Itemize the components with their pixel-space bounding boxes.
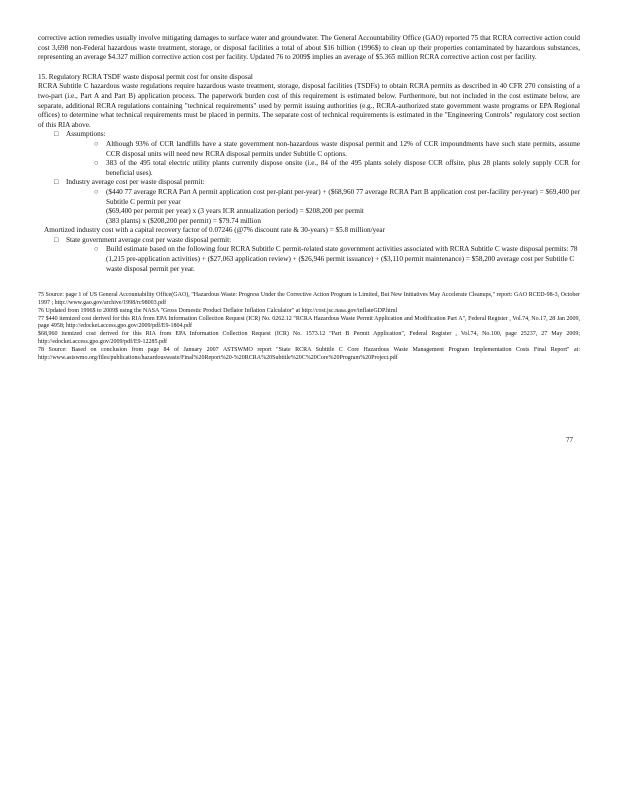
amortized-line: Amortized industry cost with a capital recovery factor of 0.07246 (@7% discount rate & 30-years) = $5.8 million/year	[44, 226, 385, 235]
circle-bullet-icon: ○	[94, 245, 99, 254]
assumptions-item	[54, 130, 580, 140]
state-label: State government average cost per waste disposal permit:	[66, 235, 232, 244]
square-bullet-icon: □	[54, 178, 59, 187]
list-item	[94, 188, 580, 207]
circle-bullet-icon: ○	[94, 187, 99, 196]
assumptions-block	[54, 130, 580, 226]
circle-bullet-icon: ○	[94, 139, 99, 148]
square-bullet-icon: □	[54, 235, 59, 244]
footnote-75: 75 Source: page 1 of US General Accountability Office(GAO), "Hazardous Waste: Progress Under the Corrective Action Program is Limited, But New Initiatives May Accelerate Cleanups," report: GAO RCED-98-3, October 1997 ; http://www.gao.gov/archive/1998/rc98003.pdf	[38, 292, 580, 307]
industry-label: Industry average cost per waste disposal permit:	[66, 178, 205, 187]
list-item	[94, 159, 580, 178]
footnotes	[38, 292, 580, 362]
state-item-text: Build estimate based on the following four RCRA Subtitle C permit-related state government activities associated with RCRA Subtitle C waste disposal permits: 78	[106, 245, 578, 254]
square-bullet-icon: □	[54, 130, 59, 139]
industry-item	[54, 178, 580, 188]
industry-line-2: ($69,400 per permit per year) x (3 years ICR annualization period) = $208,200 per permit	[106, 207, 364, 216]
intro-paragraph: corrective action remedies usually involve mitigating damages to surface water and groundwater. The General Accountability Office (GAO) reported 75 that RCRA corrective action could cost 3,698 non-Federal hazardous waste treatment, storage, or disposal facilities a total of about $16 billion (1996$) to clean up their properties contaminated by hazardous substances, representing an average $4.327 million corrective action cost per facility. Updated 76 to 2009$ implies an average of $5.365 million RCRA corrective action cost per facility.	[38, 34, 580, 62]
list-item	[94, 245, 580, 255]
footnote-78: 78 Source: Based on conclusion from page 84 of January 2007 ASTSWMO report "State RCRA Subtitle C Core Hazardous Waste Management Program Implementation Costs Final Report" at: http://www.astswmo.org/files/publications/hazardouswaste/Final%20Report%20-%20RCRA%20Subtitle%20C%20Core%20Program%20Project.pdf	[38, 346, 580, 361]
assumption-text: Although 93% of CCR landfills have a state government non-hazardous waste disposal permit and 12% of CCR impoundments have such state permits, assume CCR disposal units will need new RCRA disposal permits under Subtitle C options.	[106, 139, 580, 158]
industry-line-1: ($440 77 average RCRA Part A permit application cost per-plant per-year) + ($68,960 77 average RCRA Part B application cost per-facility per-year) = $69,400 per Subtitle C permit per year	[106, 187, 580, 206]
industry-line-3: (383 plants) x ($208,200 per permit) = $79.74 million	[106, 216, 261, 225]
state-calc: (1,215 pre-application activities) + ($27,063 application review) + ($26,946 permit issuance) + ($3,110 permit maintenance) = $58,200 average cost per Subtitle C waste disposal permit per year.	[106, 255, 575, 273]
assumptions-label: Assumptions:	[66, 130, 106, 139]
circle-bullet-icon: ○	[94, 159, 99, 168]
document-page	[38, 34, 580, 362]
state-item	[54, 236, 580, 246]
assumption-text: 383 of the 495 total electric utility plants currently dispose onsite (i.e., 84 of the 495 plants solely dispose CCR offsite, plus 28 plants solely supply CCR for beneficial uses).	[106, 159, 580, 177]
section-paragraph: RCRA Subtitle C hazardous waste regulations require hazardous waste treatment, storage, disposal facilities (TSDFs) to obtain RCRA permits as described in 40 CFR 270 consisting of a two-part (i.e., Part A and Part B) application process. The paperwork burden cost of this requirement is estimated below. Furthermore, but not included in the cost estimate below, are separate, additional RCRA regulations containing "technical requirements" used by permit issuing authorities (e.g., RCRA-authorized state government waste programs or EPA Regional offices) to determine what technical requirements must be placed in permits. The separate cost of technical requirements is estimated in the "Engineering Controls" regulatory cost section of this RIA above.	[38, 82, 580, 129]
list-item	[94, 140, 580, 159]
state-block	[54, 236, 580, 274]
footnote-76: 76 Updated from 1996$ to 2009$ using the NASA "Gross Domestic Product Deflator Inflation Calculator" at http://cost.jsc.nasa.gov/inflateGDP.html	[38, 307, 398, 314]
footnote-77: 77 $440 itemized cost derived for this RIA from EPA Information Collection Request (ICR) No. 0262.12 "RCRA Hazardous Waste Permit Application and Modification Part A", Federal Register , Vol.74, No.17, 28 Jan 2009, page 4958; http://edocket.access.gpo.gov/2009/pdf/E9-1804.pdf	[38, 315, 580, 330]
section-heading: 15. Regulatory RCRA TSDF waste disposal permit cost for onsite disposal	[38, 72, 253, 81]
page-number: 77	[566, 436, 573, 444]
footnote-77b: $68,960 itemized cost derived for this RIA from EPA Information Collection Request (ICR) No. 1573.12 "Part B Permit Application", Federal Register , Vol.74, No.100, page 25237, 27 May 2009; http://edocket.access.gpo.gov/2009/pdf/E9-12285.pdf	[38, 331, 580, 346]
